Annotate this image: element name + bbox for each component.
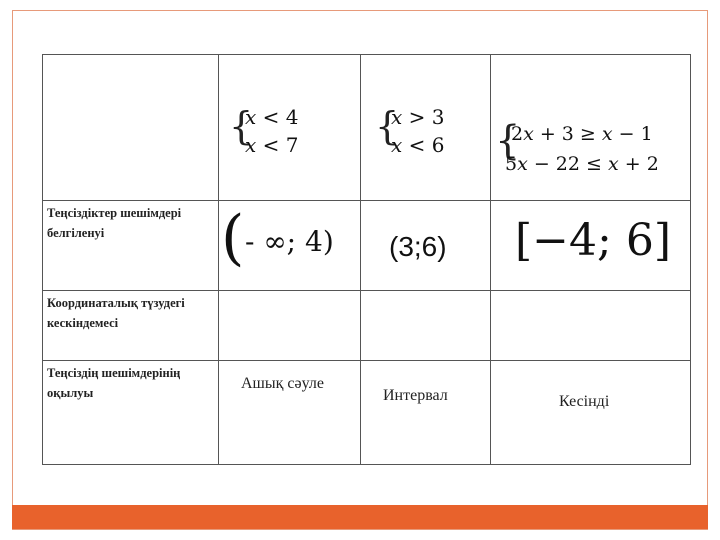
row-label-cell: [43, 201, 219, 291]
inequalities-table: [42, 54, 691, 465]
brace-icon: {: [375, 104, 400, 148]
table-row: [43, 291, 691, 361]
coordinate-cell-2: [361, 291, 491, 361]
table-row: [43, 201, 691, 291]
table-row: [43, 361, 691, 465]
coordinate-cell-3: [491, 291, 691, 361]
solution-cell-3: [491, 201, 691, 291]
reading-2: Интервал: [383, 387, 448, 404]
system-3-line-1: 2𝑥 + 3 ≥ 𝑥 − 1: [511, 123, 653, 145]
coordinate-cell-1: [219, 291, 361, 361]
footer-accent-bar: [12, 505, 708, 529]
solution-cell-2: [361, 201, 491, 291]
solution-1: - ∞; 4): [245, 225, 334, 258]
system-2-line-1: 𝑥 > 3: [391, 105, 445, 129]
solution-cell-1: [219, 201, 361, 291]
brace-icon: {: [229, 104, 254, 148]
row-label-cell: [43, 291, 219, 361]
reading-cell-2: [361, 361, 491, 465]
corner-cell: [43, 55, 219, 201]
reading-cell-1: [219, 361, 361, 465]
system-cell-2: [361, 55, 491, 201]
system-1-line-1: 𝑥 < 4: [245, 105, 299, 129]
solution-2: (3;6): [389, 231, 447, 262]
system-2-line-2: 𝑥 < 6: [391, 133, 445, 157]
table-row: [43, 55, 691, 201]
system-cell-1: [219, 55, 361, 201]
system-cell-3: [491, 55, 691, 201]
reading-cell-3: [491, 361, 691, 465]
solution-3: [−4; 6]: [515, 215, 671, 266]
system-1-line-2: 𝑥 < 7: [245, 133, 299, 157]
row-label-solutions: Теңсіздіктер шешімдері белгіленуі: [47, 206, 182, 240]
system-3-line-2: 5𝑥 − 22 ≤ 𝑥 + 2: [505, 153, 659, 175]
brace-icon: {: [495, 118, 521, 164]
solution-1-paren: (: [221, 203, 245, 273]
row-label-cell: [43, 361, 219, 465]
row-label-reading: Теңсіздің шешімдерінің оқылуы: [47, 366, 181, 400]
reading-1: Ашық сәуле: [241, 375, 324, 392]
reading-3: Кесінді: [559, 393, 610, 410]
row-label-coordinate-line: Координаталық түзудегі кескіндемесі: [47, 296, 185, 330]
